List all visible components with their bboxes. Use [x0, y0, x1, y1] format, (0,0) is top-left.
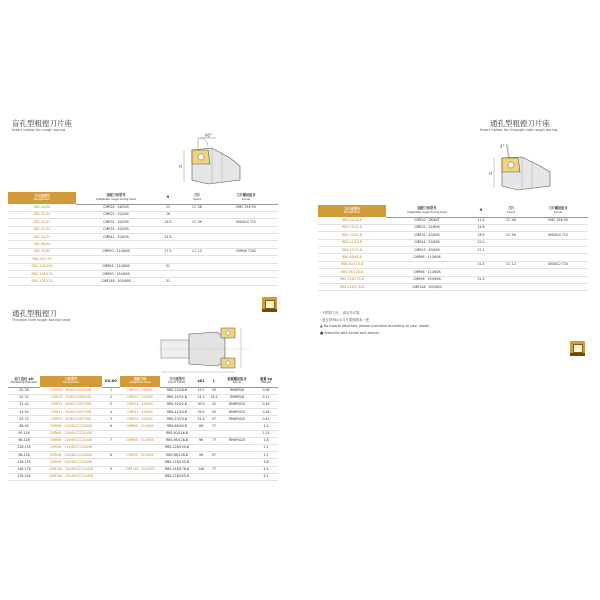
bottom-th-designation: 刀具型号 Designation — [40, 376, 102, 387]
right-holder-table — [318, 205, 588, 291]
table-row: RBS-128/155-B CMR98 · 150/60S 31.5 — [318, 276, 588, 283]
table-row: RBS-90/116-B 31.5 CC 12 SM4012 T20 — [318, 261, 588, 268]
bottom-th-diameter: 加工直径 φD Machining diameter — [8, 376, 40, 387]
table-row: 148-178 CMR148 · 200/60CC120408 9 CMR148 · 200/60S RBS-148/178-B 146 77 4.5 — [8, 466, 278, 473]
table-row: 128-155 CMR98 · 150/60CC120408 RBS-128/155-B 3.6 — [8, 459, 278, 466]
table-row: RBC-68/90 — [8, 241, 278, 248]
table-row: RBC-25/32 CMR25 · 32/40S 16 — [8, 211, 278, 218]
table-row: 98-128 CMR98 · 110/60CC120408 7 CMR98 · 110/60S RBS-98/128-B 96 77 RM6P/020 1.8 — [8, 437, 278, 444]
table-row: 90-116 CMR68 · 110/60CC120408 RBS-90/116-B 1.15 — [8, 430, 278, 437]
table-row: RBC-20/28 CMR20 · 28/32S 13 CC 06 RMC 356 FB — [8, 204, 278, 211]
table-row: 128-155 CMR98 · 110/60CC120408 RBS-128/155-B 2.1 — [8, 445, 278, 452]
left-th-h: H — [156, 192, 180, 204]
left-section-subtitle: Insert holder for rough boring — [12, 128, 66, 132]
boring-head-table — [8, 376, 278, 481]
note-line: ■ Attached with screw and wrench — [320, 331, 380, 335]
table-row: 98-128 CMR98 · 150/60CC120408 8 CMR98 · 150/60S RBS-98/128-B 96 97 3.1 — [8, 452, 278, 459]
right-insert-badge — [570, 341, 585, 356]
table-row: RBC-115/150 CMR63 · 110/60S 31 — [8, 263, 278, 270]
left-th-insert: 刀片 Insert — [180, 192, 214, 204]
note-line: · 备注带※标示刀片需按版本一把 — [320, 318, 370, 322]
note-line: · 不附带刀片、请另外订购 — [320, 311, 360, 315]
boring-head-drawing — [155, 318, 255, 373]
right-th-h: H — [468, 205, 494, 217]
table-row: RBC-41/54 CMR32 · 40/50S — [8, 226, 278, 233]
bottom-th-holder: 刀片座型号 Insert holder — [160, 376, 194, 387]
left-th-screw: 刀片螺丝组合 Screw — [214, 192, 278, 204]
left-h-label: H — [179, 164, 183, 169]
right-angle-label: 4° — [500, 144, 505, 149]
table-row: RBC-54/70 CMR41 · 50/63S 21.5 — [8, 234, 278, 241]
left-angle-label: 90° — [205, 133, 213, 138]
table-row: RBS-25/32-B CMR25 · 32/60S 14.8 — [318, 224, 588, 231]
bottom-th-d1: φD1 — [194, 376, 208, 387]
insert-icon — [265, 300, 275, 309]
bottom-th-head: 适配刀体 Adaptable head — [120, 376, 160, 387]
bottom-th-l: L — [208, 376, 220, 387]
right-th-head: 适配刀体型号 Adaptable rough boring head — [386, 205, 468, 217]
bottom-section-title: 通孔型粗镗刀 — [12, 309, 57, 318]
right-th-designation: 刀片座型号 Designation — [318, 205, 386, 217]
table-row: RBC-90/116 — [8, 256, 278, 263]
table-row: RBS-32/42-B CMR32 · 40/60S 18.9 CC 09 SM4010 T15 — [318, 232, 588, 239]
table-row: RBS-68/90-B CMR68 · 110/60S — [318, 254, 588, 261]
table-row: 41-54 CMR41 · 50/60CC09T308 4 CMR41 · 50/60S RBS-41/54-B 39.9 50 RM6P/020 0.28 — [8, 409, 278, 416]
table-row: RBC-144/176 CMR90 · 150/60S — [8, 271, 278, 278]
bottom-th-weight: 重量 kg Weight — [254, 376, 278, 387]
right-section-title: 通孔型粗镗刀片座 — [490, 119, 550, 128]
table-row: RBC-176/220 CMR148 · 200/60S 31 — [8, 278, 278, 285]
insert-icon — [573, 344, 583, 353]
left-th-head: 适配刀体型号 Adaptable rough boring head — [76, 192, 156, 204]
left-th-designation: 刀片座型号 Designation — [8, 192, 76, 204]
right-th-screw: 刀片螺丝组合 Screw — [528, 205, 588, 217]
right-holder-drawing — [488, 140, 558, 195]
table-row: RBC-70/95 CMR50 · 110/60S 27.5 CC 12 CMR40 T20C — [8, 248, 278, 255]
table-row: 20-28 CMR20 · 28/60CC060208 1 CMR20 · 28/60T RBS-20/28-B 19.7 30 RM6P0/8 0.06 — [8, 387, 278, 394]
table-row: 53-70 CMR53 · 63/60CC09T308 5 CMR53 · 63/60S RBS-53/70-B 51.4 57 RM6P/020 0.43 — [8, 416, 278, 423]
left-insert-badge — [262, 297, 277, 312]
note-line: ▲ No inserts attached, please purchase according to your needs — [320, 324, 430, 328]
table-row: RBS-20/28-B CMR20 · 28/60T 11.4 CC 06 RMC 356 FB — [318, 217, 588, 224]
table-row: 68-90 CMR68 · 110/60CC120408 6 CMR68 · 110/60S RBS-68/90-B 66 77 1.0 — [8, 423, 278, 430]
table-row: RBS-98/128-B CMR98 · 110/60S — [318, 269, 588, 276]
left-section-title: 盲孔型粗镗刀片座 — [12, 119, 72, 128]
table-row: RBC-32/41 CMR32 · 40/50S 16.5 CC 09 SM4010 T15 — [8, 219, 278, 226]
bottom-th-screw: 装紧螺丝组合 Screw — [220, 376, 254, 387]
right-th-insert: 刀片 Insert — [494, 205, 528, 217]
table-row: 178-205 CMR148 · 200/60CC120408 RBS-178/205-B 5.1 — [8, 473, 278, 480]
right-h-label: H — [489, 171, 493, 176]
bottom-section-subtitle: Through-hole rough boring head — [12, 318, 71, 322]
left-holder-drawing — [178, 130, 248, 190]
right-section-subtitle: Insert holder for through-hole rough boring — [480, 128, 558, 132]
table-row: RBS-53/70-B CMR53 · 63/60S 27.1 — [318, 247, 588, 254]
table-row: RBS-41/54-B CMR41 · 50/60S 22.0 — [318, 239, 588, 246]
bottom-th-kdno: KD.NO — [102, 376, 120, 387]
table-row: 25-32 CMR25 · 32/60CC060208 2 CMR25 · 32/60S RBS-25/32-B 24.3 35.5 RM6P0/8 0.11 — [8, 394, 278, 401]
table-row: 32-42 CMR32 · 40/60CC09T308 3 CMR32 · 40/60S RBS-32/42-B 30.9 42 RM6P/020 0.16 — [8, 401, 278, 408]
table-row: RBS-148/178-B CMR148 · 200/60S — [318, 284, 588, 291]
left-holder-table — [8, 192, 278, 286]
